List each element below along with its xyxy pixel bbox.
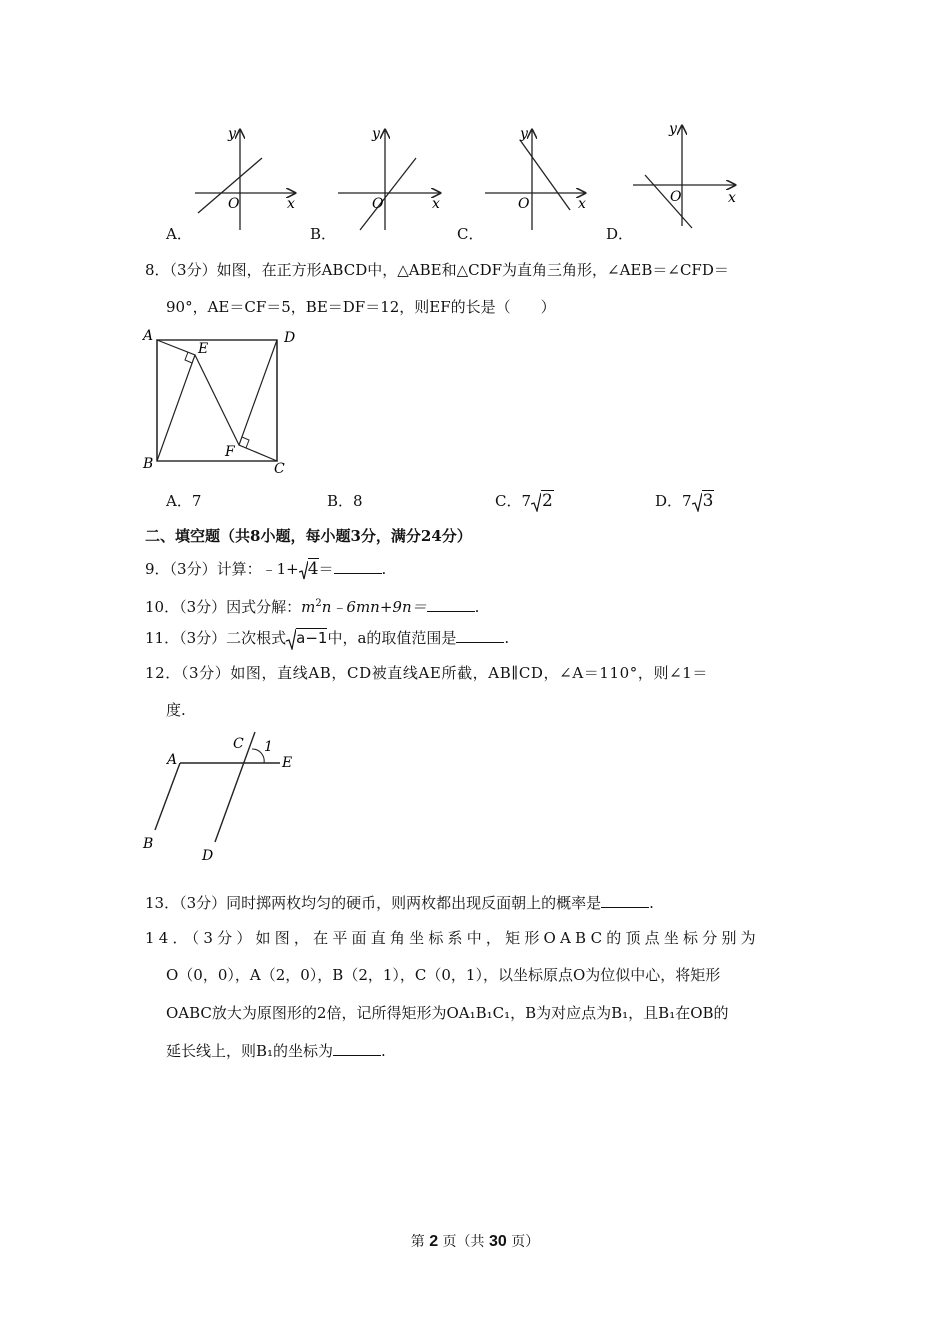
q8-label-c: C: [274, 461, 285, 476]
graph-b-x-label: x: [432, 196, 440, 212]
graph-c: [485, 126, 586, 230]
q14-line3: OABC放大为原图形的2倍，记所得矩形为OA₁B₁C₁，B为对应点为B₁，且B₁在OB的: [166, 1004, 729, 1022]
q9: [145, 559, 386, 580]
graph-b: [338, 126, 440, 230]
q9-end: .: [381, 560, 387, 578]
q14-end: .: [381, 1042, 386, 1060]
q8-option-b-value: 8: [353, 492, 363, 510]
graph-c-x-label: x: [578, 196, 586, 212]
q8-option-d-radicand: 3: [702, 491, 714, 511]
q8-option-a-value: 7: [191, 492, 202, 510]
q8-label-f: F: [225, 444, 235, 460]
q11: [145, 628, 509, 650]
radical-sign-icon: [531, 492, 541, 512]
q12-line2: 度.: [166, 701, 186, 719]
q8-option-d-prefix: 7: [682, 492, 692, 510]
q8-option-a-letter: A．: [166, 492, 192, 510]
q8-option-c-letter: C．: [495, 492, 522, 510]
q12-figure: [140, 730, 310, 870]
q11-prefix: 11．（3分）二次根式: [145, 629, 287, 647]
q7-option-b: B．: [310, 225, 337, 243]
q14-line4-text: 延长线上，则B₁的坐标为: [166, 1042, 334, 1060]
graph-b-y-label: y: [372, 126, 380, 142]
q13: [145, 893, 654, 913]
q8-label-b: B: [143, 456, 154, 472]
q11-end: .: [504, 629, 510, 647]
q8-label-e: E: [198, 341, 209, 357]
q9-suffix: ＝: [318, 560, 334, 578]
q12-label-one: 1: [264, 739, 273, 755]
q8-option-d-letter: D．: [655, 492, 683, 510]
radical-sign-icon: [692, 492, 702, 512]
q13-end: .: [649, 894, 654, 912]
q14-answer-blank[interactable]: [333, 1041, 381, 1056]
footer-mid: 页（共: [442, 1234, 485, 1250]
page-footer: [0, 1231, 950, 1251]
q7-option-d: D．: [606, 225, 634, 243]
graph-a-y-label: y: [228, 126, 236, 142]
section-heading: 二、填空题（共8小题，每小题3分，满分24分）: [145, 527, 472, 545]
q8-option-a: [166, 491, 201, 511]
q13-text: 13．（3分）同时掷两枚均匀的硬币，则两枚都出现反面朝上的概率是: [145, 894, 602, 912]
footer-post: 页）: [511, 1234, 540, 1250]
q14-line2: O（0，0），A（2，0），B（2，1），C（0，1），以坐标原点O为位似中心，将矩形: [166, 966, 721, 984]
graph-d-y-label: y: [669, 121, 677, 137]
q9-answer-blank[interactable]: [334, 559, 382, 574]
graph-c-y-label: y: [520, 126, 528, 142]
graph-d-origin-label: O: [670, 189, 682, 205]
q10-end: .: [474, 598, 480, 616]
footer-total-pages: 30: [489, 1233, 507, 1250]
q14-line1: 14．（3分）如图，在平面直角坐标系中，矩形OABC的顶点坐标分别为: [145, 929, 760, 947]
q10-exponent: 2: [315, 598, 322, 609]
graph-a-origin-label: O: [228, 196, 240, 212]
footer-pre: 第: [410, 1234, 425, 1250]
q7-option-c: C．: [457, 225, 484, 243]
radical-sign-icon: [286, 628, 296, 650]
q10-rest: n﹣6mn+9n＝: [321, 598, 427, 616]
q10: [145, 594, 479, 617]
graph-d: [633, 121, 736, 228]
q8-line1: 8．（3分）如图，在正方形ABCD中，△ABE和△CDF为直角三角形，∠AEB＝∠CFD＝: [145, 261, 729, 279]
q8-figure: [140, 326, 310, 476]
q14-line4: [166, 1041, 386, 1061]
q8-option-d: [655, 491, 714, 512]
q9-radicand: 4: [307, 559, 319, 579]
q12-label-a: A: [167, 752, 178, 768]
q7-graphs: [180, 118, 760, 233]
q11-suffix: 中，a的取值范围是: [327, 629, 457, 647]
q10-answer-blank[interactable]: [427, 597, 475, 612]
q8-option-b: [327, 491, 363, 511]
graph-a-x-label: x: [287, 196, 295, 212]
q13-answer-blank[interactable]: [601, 893, 649, 908]
q8-option-b-letter: B．: [327, 492, 354, 510]
graph-d-x-label: x: [728, 190, 736, 206]
q8-option-c-radicand: 2: [542, 491, 553, 511]
q12-line1: 12．（3分）如图，直线AB，CD被直线AE所截，AB∥CD，∠A＝110°，则∠1＝: [145, 664, 709, 682]
q10-m: m: [301, 598, 316, 616]
graph-a: [195, 126, 295, 230]
q8-line2: 90°，AE＝CF＝5，BE＝DF＝12，则EF的长是（ ）: [166, 298, 556, 316]
q8-label-d: D: [284, 330, 296, 346]
graph-b-origin-label: O: [372, 196, 384, 212]
q12-label-b: B: [143, 836, 154, 852]
q8-option-c-prefix: 7: [521, 492, 532, 510]
q12-label-d: D: [202, 848, 214, 864]
q11-radicand: a−1: [296, 629, 328, 647]
q8-label-a: A: [143, 328, 154, 344]
q8-option-c: [495, 491, 554, 512]
q10-prefix: 10．（3分）因式分解：: [145, 598, 302, 616]
q9-prefix: 9．（3分）计算：﹣1+: [145, 560, 299, 578]
q12-label-e: E: [282, 755, 293, 771]
q7-option-a: A．: [166, 225, 192, 243]
radical-sign-icon: [299, 560, 308, 580]
footer-page-number: 2: [429, 1233, 439, 1250]
q12-label-c: C: [233, 736, 244, 752]
graph-c-origin-label: O: [518, 196, 530, 212]
q11-answer-blank[interactable]: [456, 628, 504, 643]
